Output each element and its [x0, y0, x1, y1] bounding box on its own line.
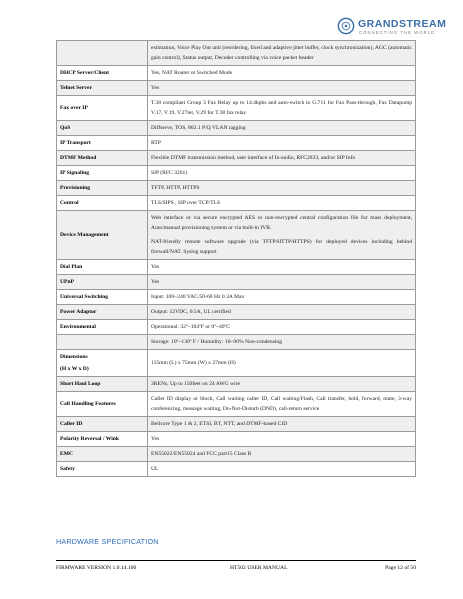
spec-row	[57, 121, 416, 136]
spec-row	[57, 260, 416, 275]
spec-label-cell	[57, 290, 148, 305]
spec-value-cell	[148, 196, 416, 211]
spec-label: Short Haul Loop	[60, 381, 101, 387]
spec-row	[57, 462, 416, 477]
spec-row	[57, 151, 416, 166]
spec-value: TFTP, HTTP, HTTPS	[151, 185, 200, 191]
spec-label: Dimensions	[60, 354, 88, 360]
spec-label: Provisioning	[60, 185, 91, 191]
page-footer	[56, 560, 416, 573]
spec-label: UPnP	[60, 279, 74, 285]
spec-value: estimation, Voice Play Out unit (reordering, fixed and adaptive jitter buffer, clock synchronization), AGC (automatic gain control), Status output, Decoder controlling via voice packet header	[151, 45, 412, 61]
spec-label-cell	[57, 196, 148, 211]
spec-table	[56, 40, 416, 477]
spec-label-secondary: (H x W x D)	[60, 366, 89, 372]
spec-label-cell	[57, 462, 148, 477]
spec-label: Polarity Reversal / Wink	[60, 436, 119, 442]
spec-label-cell	[57, 275, 148, 290]
spec-value-cell	[148, 350, 416, 377]
spec-label: Environmental	[60, 324, 96, 330]
spec-row	[57, 66, 416, 81]
spec-value: Storage: 10º~130º F / Humidity: 10~90% Non-condensing	[151, 339, 283, 345]
spec-label-cell	[57, 136, 148, 151]
spec-value-cell	[148, 151, 416, 166]
spec-label: Telnet Server	[60, 85, 92, 91]
spec-row	[57, 447, 416, 462]
spec-label-cell	[57, 151, 148, 166]
spec-label-cell	[57, 432, 148, 447]
spec-value-cell	[148, 181, 416, 196]
spec-label-cell	[57, 377, 148, 392]
spec-label-cell	[57, 181, 148, 196]
spec-value-cell	[148, 275, 416, 290]
spec-label-cell	[57, 260, 148, 275]
spec-label: Call Handling Features	[60, 401, 116, 407]
spec-value: NAT-friendly remote software upgrade (via TFTP/HTTP/HTTPS) for deployed devices including behind firewall/NAT. Syslog support	[151, 239, 412, 255]
footer-page-number: Page 12 of 50	[385, 565, 416, 571]
spec-value-cell	[148, 335, 416, 350]
grandstream-logo	[337, 16, 445, 40]
spec-label: IP Transport	[60, 140, 91, 146]
spec-value-cell	[148, 377, 416, 392]
spec-row	[57, 81, 416, 96]
spec-label-cell	[57, 81, 148, 96]
footer-manual-title: HT502 USER MANUAL	[230, 565, 288, 571]
spec-row	[57, 275, 416, 290]
spec-value-cell	[148, 305, 416, 320]
spec-label-cell	[57, 350, 148, 377]
spec-label: Control	[60, 200, 79, 206]
brand-tagline: CONNECTING THE WORLD	[359, 30, 436, 35]
spec-value-cell	[148, 260, 416, 275]
spec-label: Power Adaptor	[60, 309, 97, 315]
spec-value: Flexible DTMF transmission method, user interface of In-audio, RFC2833, and/or SIP Info	[151, 155, 356, 161]
spec-value: SIP (RFC 3261)	[151, 170, 188, 176]
spec-row	[57, 335, 416, 350]
spec-value: Yes	[151, 264, 160, 270]
spec-label-cell	[57, 305, 148, 320]
spec-label-cell	[57, 320, 148, 335]
spec-table-body	[57, 41, 416, 477]
spec-value: Input: 100~240 VAC/50-60 Hz 0.3A Max	[151, 294, 245, 300]
spec-row	[57, 181, 416, 196]
spec-value: Yes	[151, 85, 160, 91]
spec-value-cell	[148, 432, 416, 447]
spec-value-cell	[148, 136, 416, 151]
spec-label: DHCP Server/Client	[60, 70, 109, 76]
spec-value-cell	[148, 81, 416, 96]
spec-row	[57, 320, 416, 335]
spec-row	[57, 196, 416, 211]
grandstream-logo-icon	[337, 17, 355, 35]
spec-value: Yes, NAT Router or Switched Mode	[151, 70, 233, 76]
spec-value: UL	[151, 466, 159, 472]
spec-row	[57, 41, 416, 66]
spec-value: Yes	[151, 279, 160, 285]
spec-row	[57, 417, 416, 432]
spec-value: Caller ID display or block, Call waiting caller ID, Call waiting/Flash, Call transfer, hold, forward, mute, 3-way conferencing, message waiting, Do-Not-Disturb (DND), call-return service	[151, 396, 412, 412]
spec-value-cell	[148, 290, 416, 305]
spec-value: Bellcore Type 1 & 2, ETSI, BT, NTT, and DTMF-based CID	[151, 421, 288, 427]
spec-value-cell	[148, 320, 416, 335]
spec-value: Output: 12VDC, 0.5A, UL certified	[151, 309, 231, 315]
spec-label: Dial Plan	[60, 264, 83, 270]
spec-row	[57, 350, 416, 377]
brand-name: GRANDSTREAM	[358, 18, 447, 30]
spec-label-cell	[57, 335, 148, 350]
spec-value: RTP	[151, 140, 161, 146]
spec-row	[57, 211, 416, 260]
spec-label-cell	[57, 96, 148, 121]
spec-value: Operational: 32º~104ºF or 0º~40ºC	[151, 324, 231, 330]
spec-label: Device Management	[60, 232, 109, 238]
spec-label: Fax over IP	[60, 105, 88, 111]
spec-label-cell	[57, 41, 148, 66]
spec-label-cell	[57, 447, 148, 462]
spec-row	[57, 377, 416, 392]
spec-label: Universal Switching	[60, 294, 109, 300]
spec-label-cell	[57, 417, 148, 432]
spec-value: TLS/SIPS , SIP over TCP/TLS	[151, 200, 221, 206]
spec-value-cell	[148, 211, 416, 260]
spec-value-cell	[148, 96, 416, 121]
spec-value-cell	[148, 462, 416, 477]
spec-row	[57, 166, 416, 181]
spec-value: Yes	[151, 436, 160, 442]
spec-label: IP Signaling	[60, 170, 90, 176]
spec-label: DTMF Method	[60, 155, 97, 161]
spec-row	[57, 136, 416, 151]
section-title: HARDWARE SPECIFICATION	[56, 537, 159, 546]
spec-value: 3RENs, Up to 150feet on 24 AWG wire	[151, 381, 241, 387]
spec-label-cell	[57, 166, 148, 181]
spec-label: QoS	[60, 125, 71, 131]
spec-label-cell	[57, 66, 148, 81]
spec-row	[57, 392, 416, 417]
spec-row	[57, 305, 416, 320]
footer-firmware-version: FIRMWARE VERSION 1.0.14.100	[56, 565, 137, 571]
spec-value-cell	[148, 166, 416, 181]
spec-value-cell	[148, 66, 416, 81]
spec-value: EN55022/EN55024 and FCC part15 Class B	[151, 451, 252, 457]
spec-value-cell	[148, 41, 416, 66]
spec-label-cell	[57, 211, 148, 260]
spec-value: Web interface or via secure encrypted AES or non-encrypted central configuration file for mass deployment, Auto/manual provisioning system or via built-in IVR.	[151, 215, 412, 231]
spec-row	[57, 432, 416, 447]
spec-value-cell	[148, 447, 416, 462]
spec-row	[57, 290, 416, 305]
spec-label: EMC	[60, 451, 74, 457]
spec-label: Safety	[60, 466, 75, 472]
spec-value-cell	[148, 121, 416, 136]
spec-value: T.38 compliant Group 3 Fax Relay up to 14.4kpbs and auto-switch to G.711 for Fax Pass-through, Fax Datapump V.17, V.19, V.27ter, V.29 for T.38 fax relay	[151, 100, 412, 116]
spec-label: Caller ID	[60, 421, 83, 427]
spec-label-cell	[57, 392, 148, 417]
spec-value-cell	[148, 392, 416, 417]
spec-row	[57, 96, 416, 121]
spec-value: 115mm (L) x 75mm (W) x 27mm (H)	[151, 360, 236, 366]
spec-value-cell	[148, 417, 416, 432]
spec-label-cell	[57, 121, 148, 136]
spec-value: Diffserve, TOS, 802.1 P/Q VLAN tagging	[151, 125, 246, 131]
